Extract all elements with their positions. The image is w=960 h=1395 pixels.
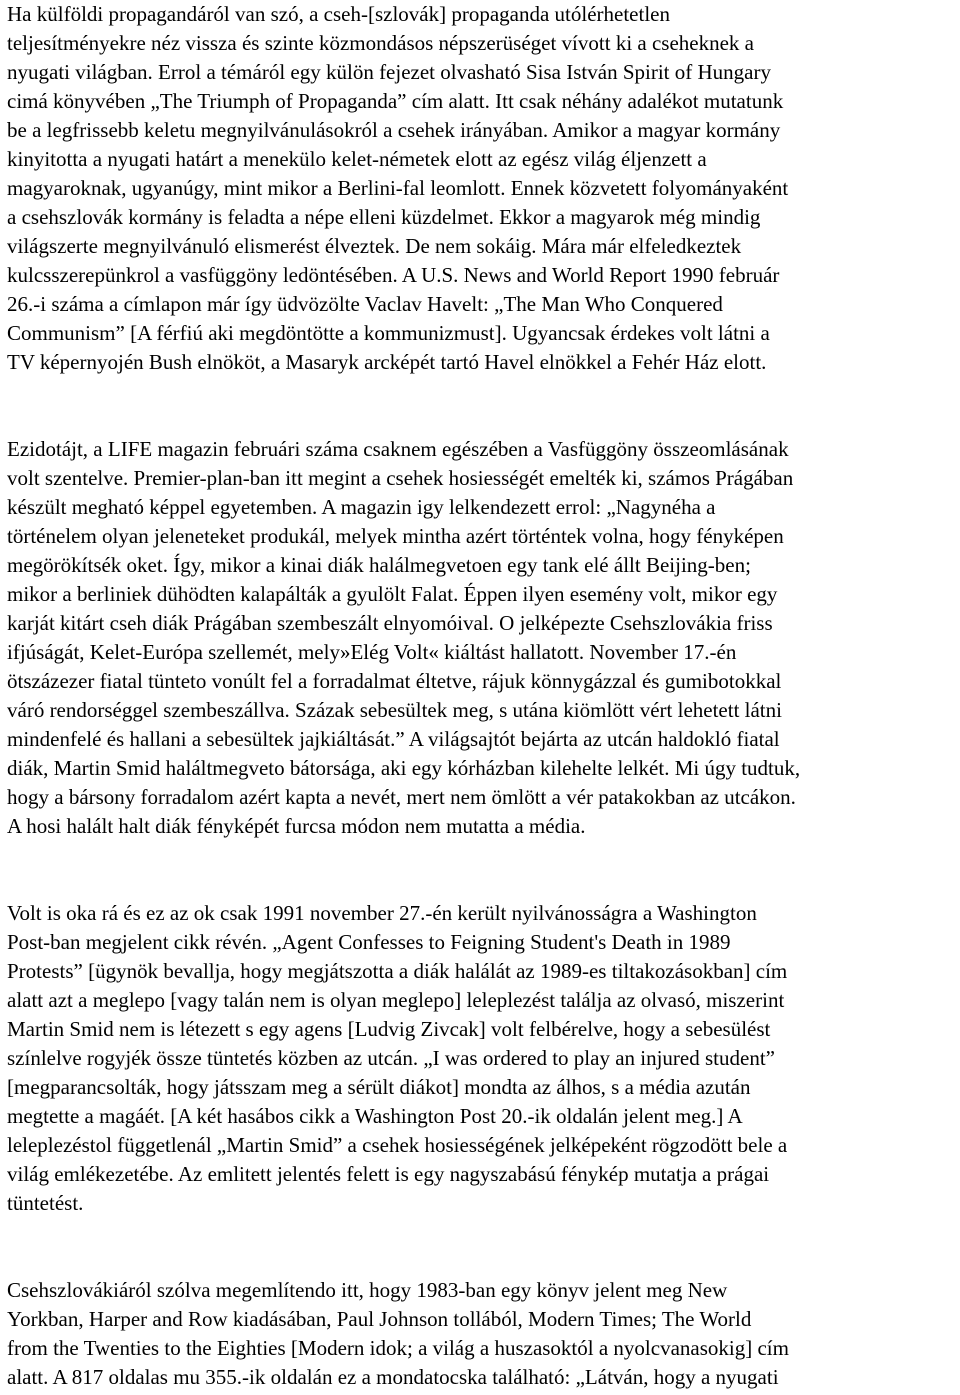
text-line: Yorkban, Harper and Row kiadásában, Paul Johnson tollából, Modern Times; The World — [7, 1307, 752, 1331]
text-line: megörökítsék oket. Így, mikor a kinai diák halálmegvetoen egy tank elé állt Beijing-ben; — [7, 553, 751, 577]
text-line: Volt is oka rá és ez az ok csak 1991 november 27.-én került nyilvánosságra a Washington — [7, 901, 757, 925]
paragraph-gap — [7, 1218, 957, 1276]
text-line: TV képernyojén Bush elnököt, a Masaryk arcképét tartó Havel elnökkel a Fehér Ház elott. — [7, 350, 767, 374]
text-line: kulcsszerepünkrol a vasfüggöny ledöntésében. A U.S. News and World Report 1990 február — [7, 263, 780, 287]
paragraph-3 — [7, 899, 957, 1218]
text-line: nyugati világban. Errol a témáról egy külön fejezet olvasható Sisa István Spirit of Hungary — [7, 60, 771, 84]
text-line: be a legfrissebb keletu megnyilvánulásokról a csehek irányában. Amikor a magyar kormány — [7, 118, 781, 142]
text-line: diák, Martin Smid haláltmegveto bátorsága, aki egy kórházban kilehelte lelkét. Mi úgy tudtuk, — [7, 756, 801, 780]
text-line: alatt azt a meglepo [vagy talán nem is olyan meglepo] leleplezést találja az olvasó, miszerint — [7, 988, 785, 1012]
text-line: a csehszlovák kormány is feladta a népe elleni küzdelmet. Ekkor a magyarok még mindig — [7, 205, 761, 229]
paragraph-gap — [7, 841, 957, 899]
text-line: Communism” [A férfiú aki megdöntötte a kommunizmust]. Ugyancsak érdekes volt látni a — [7, 321, 770, 345]
text-line: történelem olyan jeleneteket produkál, melyek mintha azért történtek volna, hogy fényképen — [7, 524, 784, 548]
paragraph-2 — [7, 435, 957, 841]
text-line: váró rendorséggel szembeszállva. Százak sebesültek meg, s utána kiömlött vért lehetett látni — [7, 698, 782, 722]
text-line: karját kitárt cseh diák Prágában szembeszált elnyomóival. O jelképezte Csehszlovákia friss — [7, 611, 773, 635]
text-line: tüntetést. — [7, 1191, 84, 1215]
text-line: alatt. A 817 oldalas mu 355.-ik oldalán ez a mondatocska található: „Látván, hogy a nyugati — [7, 1365, 779, 1389]
text-line: cimá könyvében „The Triumph of Propaganda” cím alatt. Itt csak néhány adalékot mutatunk — [7, 89, 784, 113]
text-line: Ezidotájt, a LIFE magazin februári száma csaknem egészében a Vasfüggöny összeomlásának — [7, 437, 789, 461]
text-line: [megparancsolták, hogy játsszam meg a sérült diákot] mondta az álhos, s a média azután — [7, 1075, 751, 1099]
text-line: ötszázezer fiatal tünteto vonúlt fel a forradalmat éltetve, rájuk könnygázzal és gumibotokkal — [7, 669, 782, 693]
text-line: ifjúságát, Kelet-Európa szellemét, mely»Elég Volt« kiáltást hallatott. November 17.-én — [7, 640, 737, 664]
text-line: mindenfelé és hallani a sebesültek jajkiáltását.” A világsajtót bejárta az utcán haldokló fiatal — [7, 727, 780, 751]
text-line: Protests” [ügynök bevallja, hogy megjátszotta a diák halálát az 1989-es tiltakozásokban] cím — [7, 959, 788, 983]
text-line: Post-ban megjelent cikk révén. „Agent Confesses to Feigning Student's Death in 1989 — [7, 930, 731, 954]
text-line: Csehszlovákiáról szólva megemlítendo itt, hogy 1983-ban egy könyv jelent meg New — [7, 1278, 728, 1302]
text-line: készült megható képpel egyetemben. A magazin igy lelkendezett errol: „Nagynéha a — [7, 495, 716, 519]
text-line: kinyitotta a nyugati határt a menekülo kelet-németek elott az egész világ éljenzett a — [7, 147, 707, 171]
text-line: világ emlékezetébe. Az emlitett jelentés felett is egy nagyszabású fénykép mutatja a prágai — [7, 1162, 770, 1186]
document-page — [7, 0, 957, 1392]
text-line: megtette a magáét. [A két hasábos cikk a Washington Post 20.-ik oldalán jelent meg.] A — [7, 1104, 743, 1128]
text-line: magyaroknak, ugyanúgy, mint mikor a Berlini-fal leomlott. Ennek közvetett folyományaként — [7, 176, 789, 200]
paragraph-1 — [7, 0, 957, 377]
text-line: Martin Smid nem is létezett s egy agens [Ludvig Zivcak] volt felbérelve, hogy a sebesülést — [7, 1017, 771, 1041]
text-line: hogy a bársony forradalom azért kapta a nevét, mert nem ömlött a vér patakokban az utcákon. — [7, 785, 796, 809]
text-line: volt szentelve. Premier-plan-ban itt megint a csehek hosiességét emelték ki, számos Prágában — [7, 466, 794, 490]
text-line: A hosi halált halt diák fényképét furcsa módon nem mutatta a média. — [7, 814, 586, 838]
text-line: mikor a berliniek dühödten kalapálták a gyulölt Falat. Éppen ilyen esemény volt, mikor egy — [7, 582, 778, 606]
text-line: teljesítményekre néz vissza és szinte közmondásos népszerüséget vívott ki a cseheknek a — [7, 31, 754, 55]
text-line: színlelve rogyjék össze tüntetés közben az utcán. „I was ordered to play an injured student” — [7, 1046, 775, 1070]
text-line: Ha külföldi propagandáról van szó, a cseh-[szlovák] propaganda utólérhetetlen — [7, 2, 670, 26]
paragraph-4 — [7, 1276, 957, 1392]
text-line: 26.-i száma a címlapon már így üdvözölte Vaclav Havelt: „The Man Who Conquered — [7, 292, 723, 316]
text-line: világszerte megnyilvánuló elismerést élveztek. De nem sokáig. Mára már elfeledkeztek — [7, 234, 742, 258]
text-line: from the Twenties to the Eighties [Modern idok; a világ a huszasoktól a nyolcvanasokig] cím — [7, 1336, 789, 1360]
paragraph-gap — [7, 377, 957, 435]
text-line: leleplezéstol függetlenál „Martin Smid” a csehek hosiességének jelképeként rögzodött bele a — [7, 1133, 788, 1157]
